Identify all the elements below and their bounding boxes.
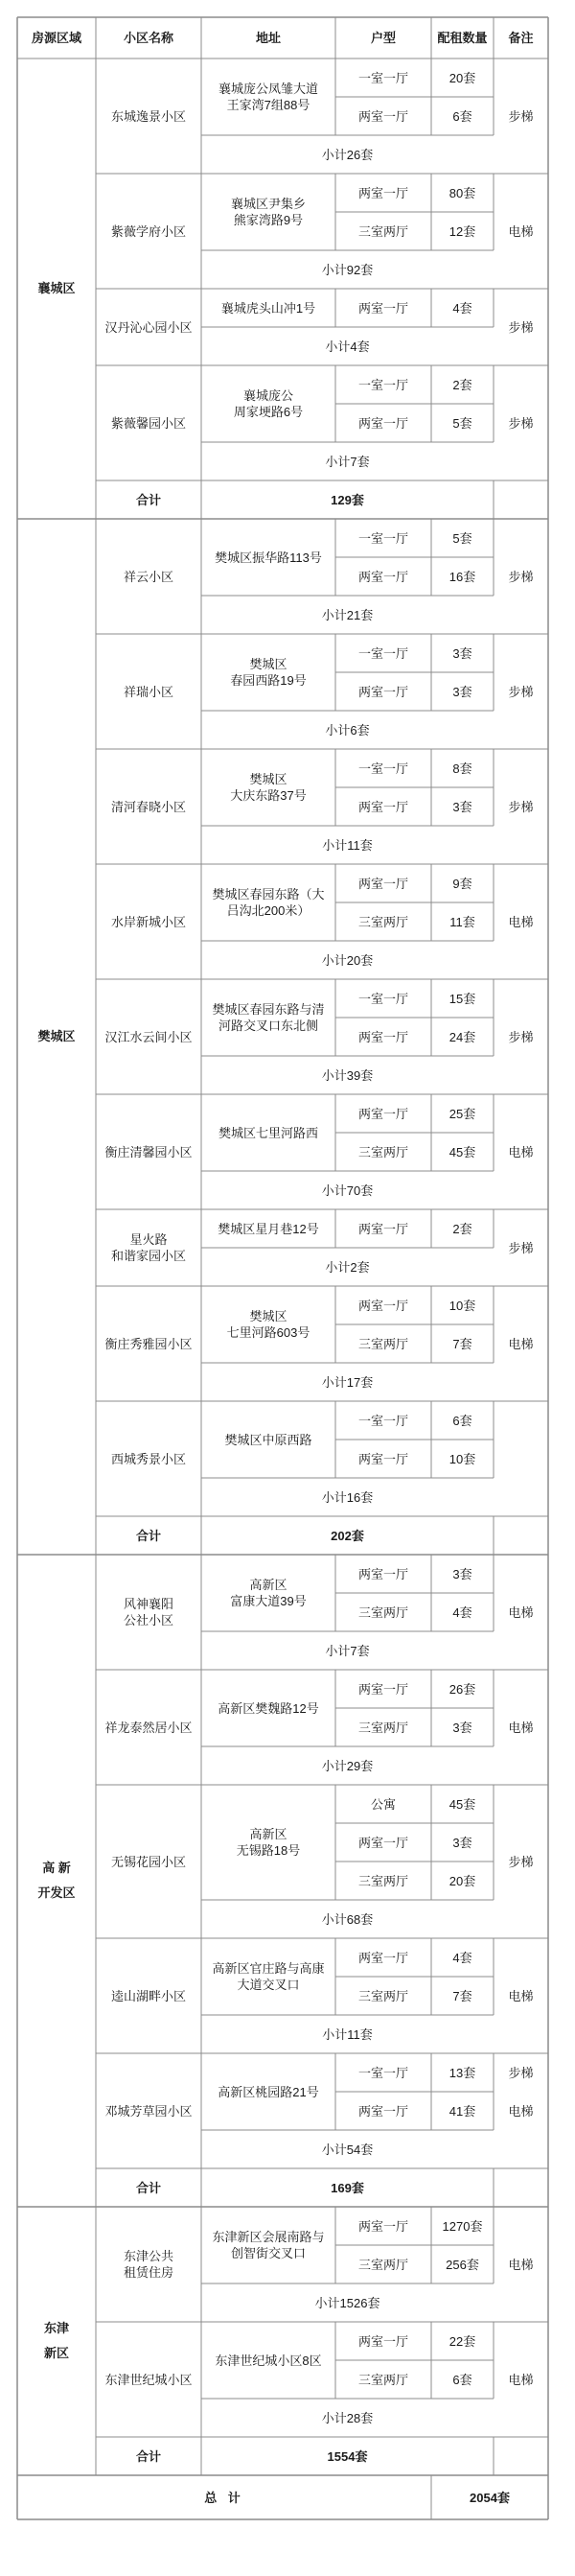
room-type-cell: 三室两厅 — [357, 1988, 408, 2003]
quantity-cell: 11套 — [449, 914, 475, 929]
community-name-cell: 邓城芳草园小区 — [104, 2103, 193, 2119]
quantity-cell: 7套 — [452, 1336, 472, 1351]
subtotal-cell: 小计1526套 — [314, 2295, 380, 2310]
grand-total-value: 2054套 — [470, 2490, 510, 2505]
room-type-cell: 两室一厅 — [357, 2333, 408, 2349]
community-name-cell: 无锡花园小区 — [110, 1854, 186, 1869]
district-name-cell: 襄城区 — [37, 281, 76, 295]
address-cell: 襄城庞公 周家埂路6号 — [233, 388, 304, 419]
room-type-cell: 三室两厅 — [357, 1873, 408, 1888]
quantity-cell: 3套 — [452, 1566, 472, 1581]
address-cell: 高新区 无锡路18号 — [236, 1827, 301, 1858]
room-type-cell: 两室一厅 — [357, 2218, 408, 2234]
subtotal-cell: 小计20套 — [321, 952, 374, 968]
quantity-cell: 25套 — [448, 1106, 476, 1121]
quantity-cell: 5套 — [452, 415, 472, 431]
address-cell: 高新区 富康大道39号 — [230, 1578, 307, 1608]
subtotal-cell: 小计4套 — [325, 339, 370, 354]
quantity-cell: 6套 — [452, 2372, 472, 2387]
note-cell: 步梯 — [508, 799, 534, 814]
room-type-cell: 三室两厅 — [357, 1144, 408, 1159]
header-cell: 房源区域 — [31, 31, 81, 45]
quantity-cell: 3套 — [452, 1720, 472, 1735]
room-type-cell: 三室两厅 — [357, 1604, 408, 1620]
room-type-cell: 三室两厅 — [357, 2257, 408, 2272]
community-name-cell: 逵山湖畔小区 — [110, 1988, 186, 2003]
room-type-cell: 两室一厅 — [357, 1451, 408, 1466]
quantity-cell: 6套 — [452, 108, 472, 124]
address-cell: 襄城虎头山冲1号 — [220, 300, 316, 316]
community-name-cell: 祥瑞小区 — [123, 684, 173, 699]
note-cell: 电梯 — [508, 914, 534, 929]
quantity-cell: 3套 — [452, 684, 472, 699]
note-cell: 电梯 — [508, 1720, 534, 1735]
note-cell: 步梯 — [508, 108, 534, 124]
room-type-cell: 两室一厅 — [357, 1106, 408, 1121]
room-type-cell: 三室两厅 — [357, 914, 408, 929]
room-type-cell: 一室一厅 — [357, 70, 408, 85]
community-name-cell: 清河春晓小区 — [110, 799, 186, 814]
room-type-cell: 一室一厅 — [357, 645, 408, 661]
room-type-cell: 两室一厅 — [357, 1681, 408, 1697]
room-type-cell: 两室一厅 — [357, 415, 408, 431]
district-name-cell: 樊城区 — [37, 1029, 76, 1043]
quantity-cell: 26套 — [448, 1681, 476, 1697]
note-cell: 步梯 — [508, 684, 534, 699]
header-cell: 配租数量 — [437, 31, 488, 45]
subtotal-cell: 小计39套 — [321, 1067, 374, 1083]
room-type-cell: 两室一厅 — [357, 569, 408, 584]
community-name-cell: 西城秀景小区 — [110, 1451, 186, 1466]
quantity-cell: 16套 — [448, 569, 476, 584]
community-name-cell: 星火路 和谐家园小区 — [110, 1232, 186, 1263]
room-type-cell: 一室一厅 — [357, 530, 408, 546]
subtotal-cell: 小计26套 — [321, 147, 374, 162]
quantity-cell: 45套 — [448, 1144, 476, 1159]
header-cell: 户型 — [370, 31, 396, 45]
district-total-label: 合计 — [135, 1528, 161, 1543]
district-name-cell: 高 新 开发区 — [37, 1861, 76, 1900]
district-total-label: 合计 — [135, 2180, 161, 2195]
address-cell: 高新区桃园路21号 — [218, 2084, 319, 2099]
community-name-cell: 汉丹沁心园小区 — [104, 319, 193, 335]
address-cell: 樊城区 大庆东路37号 — [230, 772, 307, 803]
room-type-cell: 三室两厅 — [357, 223, 408, 239]
community-name-cell: 祥龙泰然居小区 — [104, 1720, 193, 1735]
quantity-cell: 15套 — [448, 991, 476, 1006]
quantity-cell: 13套 — [448, 2065, 476, 2080]
district-name-cell: 东津 新区 — [43, 2321, 69, 2360]
quantity-cell: 5套 — [452, 530, 472, 546]
quantity-cell: 2套 — [452, 377, 472, 392]
quantity-cell: 20套 — [448, 70, 476, 85]
district-total-value: 169套 — [331, 2180, 364, 2195]
address-cell: 樊城区振华路113号 — [215, 550, 322, 565]
district-total-label: 合计 — [135, 2448, 161, 2464]
quantity-cell: 10套 — [448, 1451, 476, 1466]
room-type-cell: 三室两厅 — [357, 1336, 408, 1351]
subtotal-cell: 小计92套 — [321, 262, 374, 277]
quantity-cell: 45套 — [448, 1796, 476, 1812]
address-cell: 高新区官庄路与高康 大道交叉口 — [212, 1961, 325, 1992]
quantity-cell: 4套 — [452, 300, 472, 316]
room-type-cell: 两室一厅 — [357, 1950, 408, 1965]
grand-total-label: 总 计 — [204, 2490, 244, 2505]
address-cell: 樊城区春园东路（大 吕沟北200米） — [212, 887, 325, 918]
address-cell: 东津新区会展南路与 创智街交叉口 — [212, 2230, 325, 2260]
district-total-value: 202套 — [331, 1528, 364, 1543]
header-cell: 地址 — [255, 31, 281, 45]
subtotal-cell: 小计11套 — [322, 2026, 373, 2042]
community-name-cell: 衡庄清馨园小区 — [104, 1144, 193, 1159]
quantity-cell: 4套 — [452, 1604, 472, 1620]
address-cell: 襄城区尹集乡 熊家湾路9号 — [230, 197, 306, 227]
room-type-cell: 两室一厅 — [357, 684, 408, 699]
room-type-cell: 两室一厅 — [357, 2103, 408, 2119]
note-cell: 步梯 — [508, 569, 534, 584]
room-type-cell: 一室一厅 — [357, 377, 408, 392]
address-cell: 樊城区 春园西路19号 — [230, 657, 307, 688]
subtotal-cell: 小计11套 — [322, 837, 373, 853]
quantity-cell: 2套 — [452, 1221, 472, 1236]
subtotal-cell: 小计17套 — [321, 1374, 374, 1390]
note-cell: 电梯 — [508, 1604, 534, 1620]
address-cell: 高新区樊魏路12号 — [218, 1700, 319, 1716]
subtotal-cell: 小计29套 — [321, 1758, 374, 1773]
community-name-cell: 水岸新城小区 — [110, 914, 186, 929]
note-cell: 步梯 — [508, 415, 534, 431]
subtotal-cell: 小计68套 — [321, 1911, 374, 1927]
room-type-cell: 一室一厅 — [357, 991, 408, 1006]
subtotal-cell: 小计21套 — [321, 607, 374, 622]
community-name-cell: 汉江水云间小区 — [104, 1029, 193, 1044]
address-cell: 樊城区星月巷12号 — [218, 1221, 319, 1236]
quantity-cell: 3套 — [452, 1835, 472, 1850]
quantity-cell: 80套 — [448, 185, 476, 200]
district-total-value: 1554套 — [327, 2448, 368, 2464]
community-name-cell: 东津世纪城小区 — [104, 2372, 193, 2387]
quantity-cell: 3套 — [452, 645, 472, 661]
quantity-cell: 12套 — [448, 223, 476, 239]
room-type-cell: 三室两厅 — [357, 2372, 408, 2387]
quantity-cell: 256套 — [446, 2257, 479, 2272]
room-type-cell: 公寓 — [370, 1796, 396, 1812]
room-type-cell: 两室一厅 — [357, 1298, 408, 1313]
community-name-cell: 紫薇学府小区 — [110, 223, 186, 239]
header-cell: 小区名称 — [123, 31, 173, 45]
note-cell: 电梯 — [508, 1336, 534, 1351]
room-type-cell: 一室一厅 — [357, 2065, 408, 2080]
community-name-cell: 东城逸景小区 — [110, 108, 186, 124]
room-type-cell: 两室一厅 — [357, 1029, 408, 1044]
room-type-cell: 两室一厅 — [357, 799, 408, 814]
room-type-cell: 三室两厅 — [357, 1720, 408, 1735]
address-cell: 樊城区中原西路 — [224, 1432, 312, 1447]
subtotal-cell: 小计70套 — [321, 1183, 374, 1198]
subtotal-cell: 小计54套 — [321, 2142, 374, 2157]
note-cell: 步梯 — [508, 319, 534, 335]
subtotal-cell: 小计16套 — [321, 1489, 374, 1505]
note-cell: 电梯 — [508, 2257, 534, 2272]
note-cell: 步梯 — [508, 1854, 534, 1869]
community-name-cell: 风神襄阳 公社小区 — [123, 1597, 173, 1628]
room-type-cell: 两室一厅 — [357, 185, 408, 200]
subtotal-cell: 小计2套 — [325, 1259, 370, 1275]
subtotal-cell: 小计7套 — [325, 1643, 370, 1658]
address-cell: 樊城区春园东路与清 河路交叉口东北侧 — [212, 1002, 325, 1033]
room-type-cell: 两室一厅 — [357, 108, 408, 124]
room-type-cell: 两室一厅 — [357, 1221, 408, 1236]
quantity-cell: 41套 — [448, 2103, 476, 2119]
quantity-cell: 20套 — [448, 1873, 476, 1888]
room-type-cell: 两室一厅 — [357, 300, 408, 316]
community-name-cell: 紫薇馨园小区 — [110, 415, 186, 431]
quantity-cell: 3套 — [452, 799, 472, 814]
note-cell: 步梯 — [508, 1240, 534, 1255]
quantity-cell: 1270套 — [442, 2218, 483, 2234]
quantity-cell: 6套 — [452, 1413, 472, 1428]
community-name-cell: 东津公共 租赁住房 — [123, 2249, 173, 2280]
note-cell: 电梯 — [508, 223, 534, 239]
quantity-cell: 24套 — [448, 1029, 476, 1044]
note-cell: 步梯 — [508, 2065, 534, 2080]
subtotal-cell: 小计28套 — [321, 2410, 374, 2425]
room-type-cell: 一室一厅 — [357, 761, 408, 776]
community-name-cell: 祥云小区 — [123, 569, 173, 584]
note-cell: 电梯 — [508, 2103, 534, 2119]
room-type-cell: 两室一厅 — [357, 1835, 408, 1850]
room-type-cell: 两室一厅 — [357, 876, 408, 891]
subtotal-cell: 小计6套 — [325, 722, 370, 738]
room-type-cell: 一室一厅 — [357, 1413, 408, 1428]
address-cell: 樊城区 七里河路603号 — [226, 1309, 310, 1340]
community-name-cell: 衡庄秀雅园小区 — [104, 1336, 193, 1351]
address-cell: 襄城庞公凤雏大道 王家湾7组88号 — [218, 82, 318, 112]
note-cell: 电梯 — [508, 1144, 534, 1159]
note-cell: 电梯 — [508, 1988, 534, 2003]
subtotal-cell: 小计7套 — [325, 454, 370, 469]
quantity-cell: 9套 — [452, 876, 472, 891]
quantity-cell: 4套 — [452, 1950, 472, 1965]
header-cell: 备注 — [508, 31, 534, 45]
quantity-cell: 7套 — [452, 1988, 472, 2003]
note-cell: 电梯 — [508, 2372, 534, 2387]
district-total-label: 合计 — [135, 492, 161, 507]
note-cell: 步梯 — [508, 1029, 534, 1044]
address-cell: 东津世纪城小区8区 — [215, 2353, 322, 2368]
room-type-cell: 两室一厅 — [357, 1566, 408, 1581]
address-cell: 樊城区七里河路西 — [218, 1125, 318, 1140]
quantity-cell: 10套 — [448, 1298, 476, 1313]
quantity-cell: 22套 — [448, 2333, 476, 2349]
district-total-value: 129套 — [331, 492, 364, 507]
quantity-cell: 8套 — [452, 761, 472, 776]
